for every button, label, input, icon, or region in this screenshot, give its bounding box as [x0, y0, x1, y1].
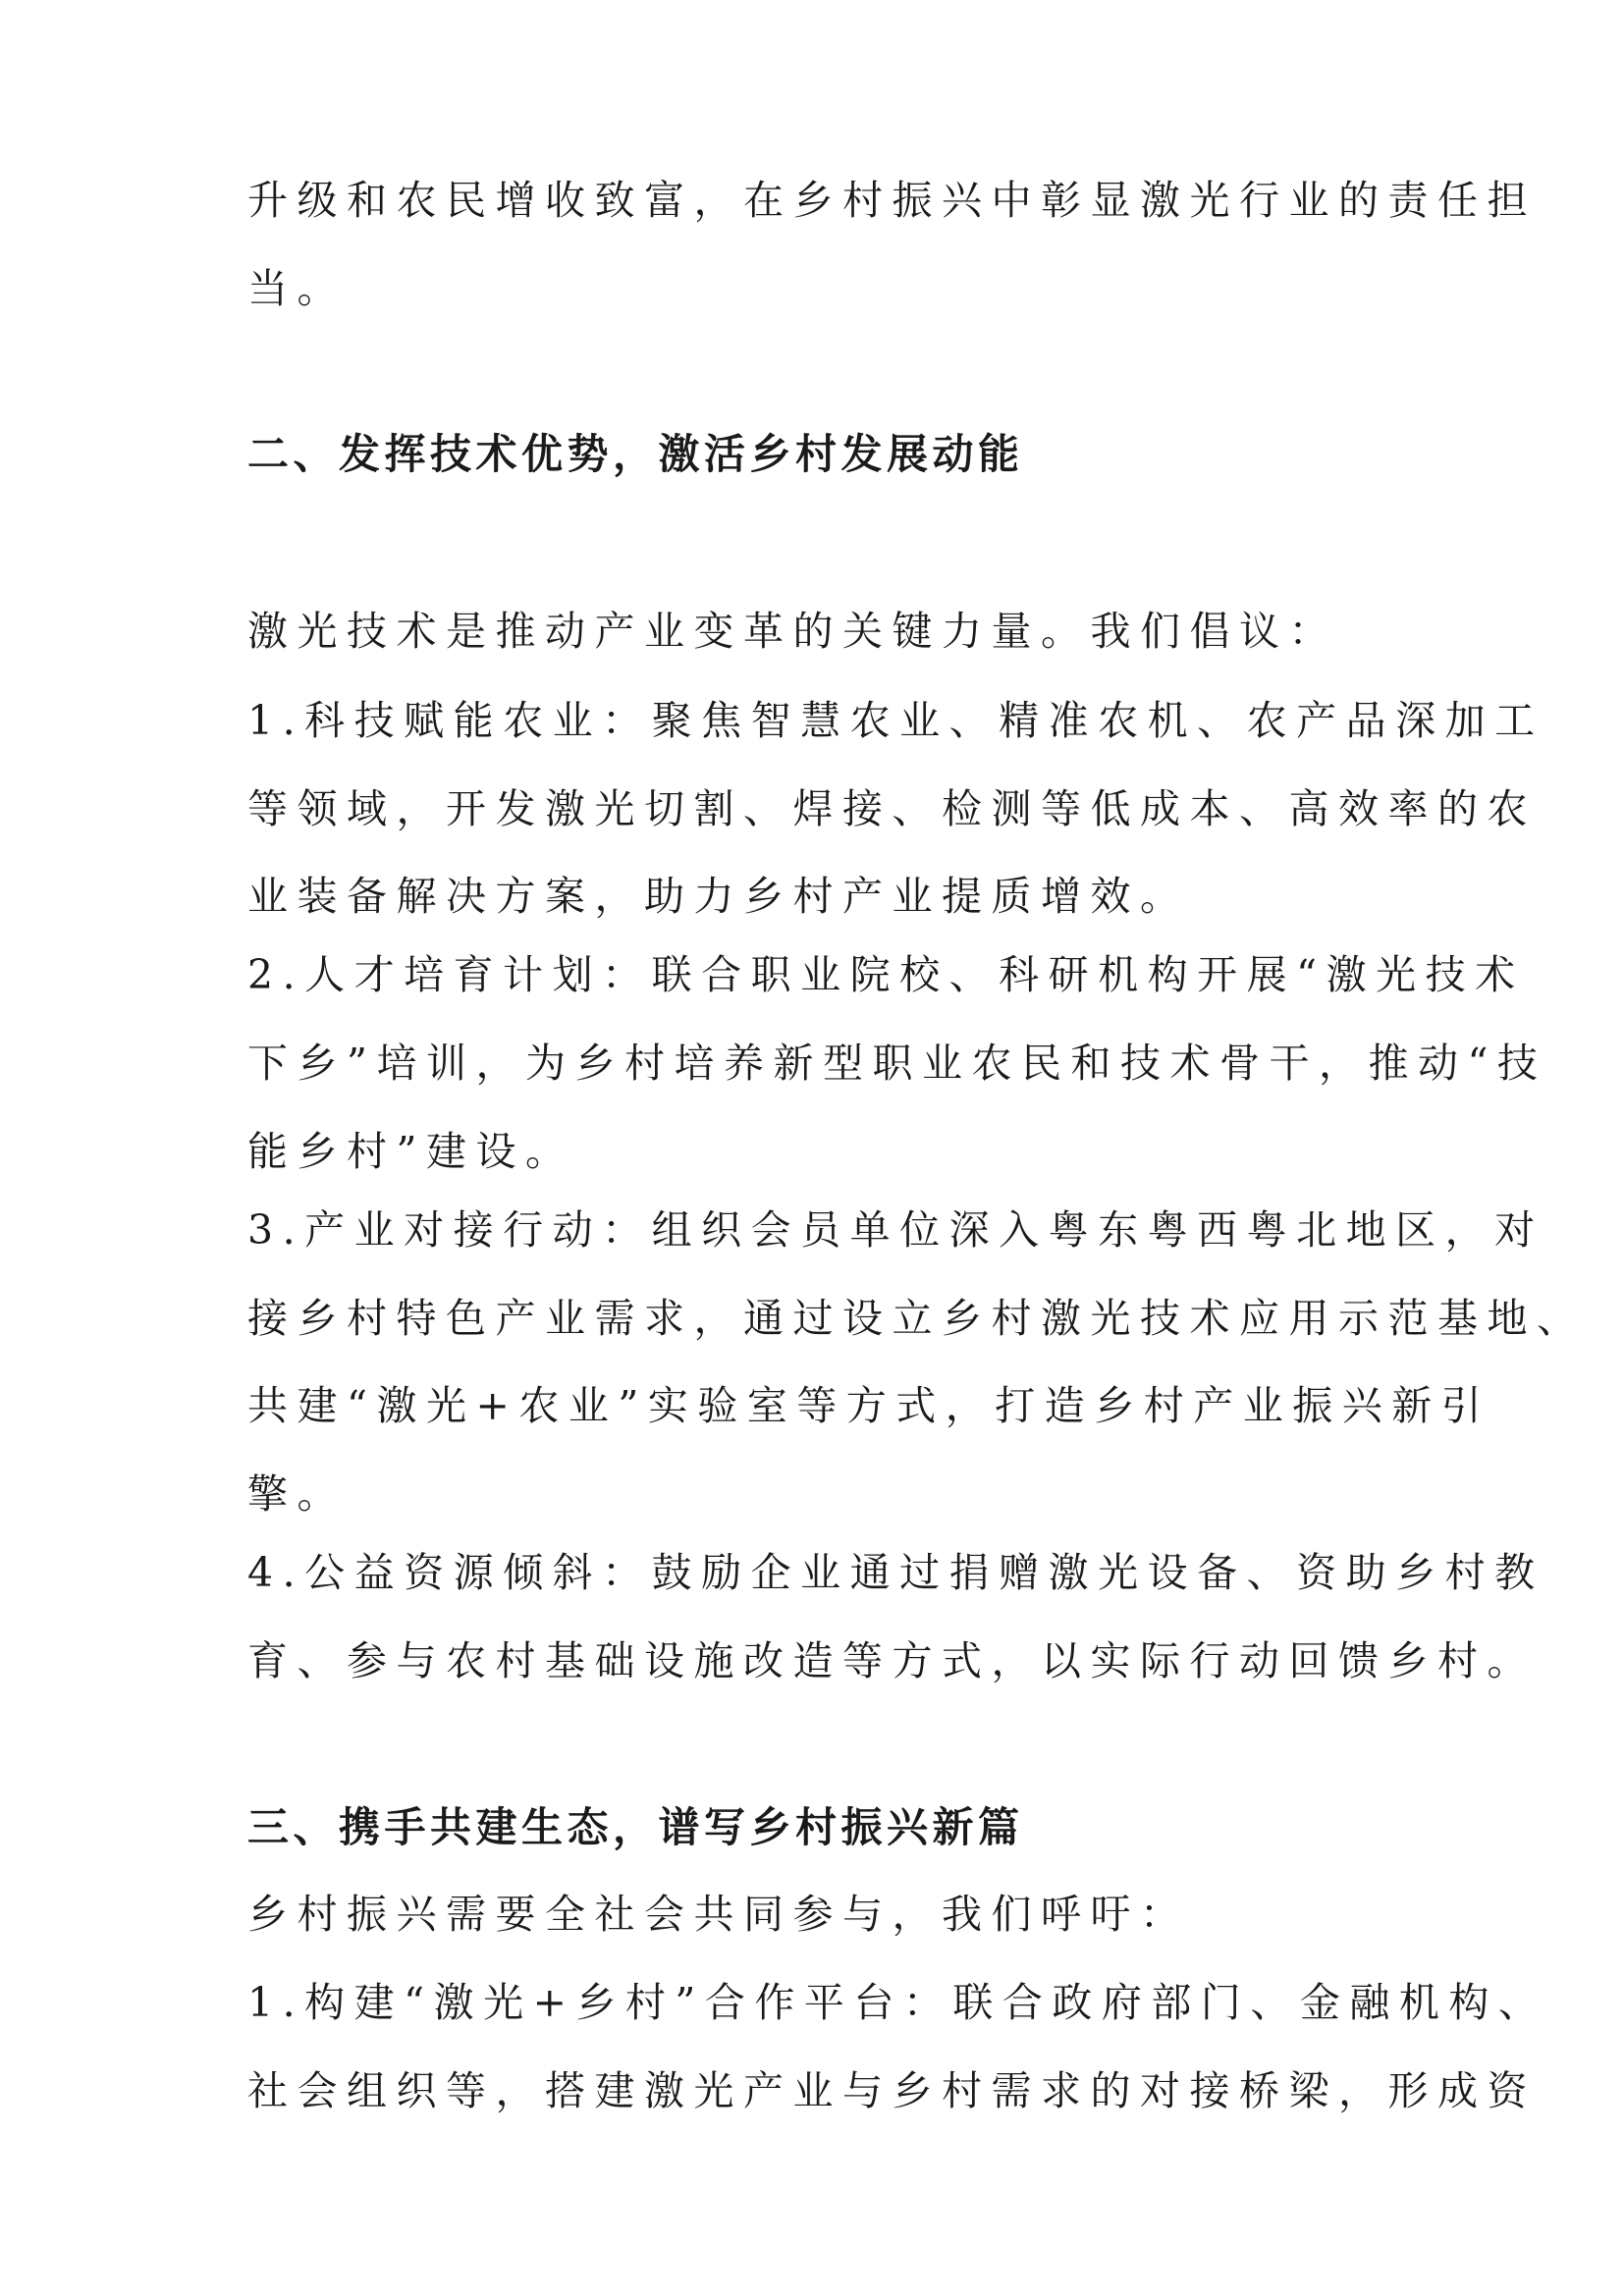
intro-line-2: 当。 [247, 265, 347, 312]
section3-item1-line-1: 1.构建“激光+乡村”合作平台：联合政府部门、金融机构、 [247, 1979, 1548, 2026]
section2-item3-line-2: 接乡村特色产业需求，通过设立乡村激光技术应用示范基地、 [247, 1295, 1587, 1342]
section2-item2-line-2: 下乡”培训，为乡村培养新型职业农民和技术骨干，推动“技 [247, 1040, 1547, 1087]
section2-item4-line-2: 育、参与农村基础设施改造等方式，以实际行动回馈乡村。 [247, 1637, 1537, 1684]
section3-heading: 三、携手共建生态，谱写乡村振兴新篇 [247, 1803, 1024, 1851]
section3-intro: 乡村振兴需要全社会共同参与，我们呼吁： [247, 1891, 1190, 1938]
section2-item2-line-3: 能乡村”建设。 [247, 1128, 575, 1175]
section2-item1-line-2: 等领域，开发激光切割、焊接、检测等低成本、高效率的农 [247, 785, 1537, 832]
intro-line-1: 升级和农民增收致富，在乡村振兴中彰显激光行业的责任担 [247, 177, 1537, 224]
section2-item2-line-1: 2.人才培育计划：联合职业院校、科研机构开展“激光技术 [247, 951, 1525, 998]
section2-item3-line-1: 3.产业对接行动：组织会员单位深入粤东粤西粤北地区，对 [247, 1206, 1544, 1254]
section2-item1-line-3: 业装备解决方案，助力乡村产业提质增效。 [247, 873, 1190, 920]
section2-heading: 二、发挥技术优势，激活乡村发展动能 [247, 430, 1024, 478]
section2-intro: 激光技术是推动产业变革的关键力量。我们倡议： [247, 608, 1338, 655]
section2-item3-line-4: 擎。 [247, 1470, 347, 1518]
section2-item4-line-1: 4.公益资源倾斜：鼓励企业通过捐赠激光设备、资助乡村教 [247, 1549, 1544, 1596]
section3-item1-line-2: 社会组织等，搭建激光产业与乡村需求的对接桥梁，形成资 [247, 2067, 1537, 2114]
section2-item3-line-3: 共建“激光+农业”实验室等方式，打造乡村产业振兴新引 [247, 1382, 1491, 1429]
section2-item1-line-1: 1.科技赋能农业：聚焦智慧农业、精准农机、农产品深加工 [247, 697, 1544, 744]
